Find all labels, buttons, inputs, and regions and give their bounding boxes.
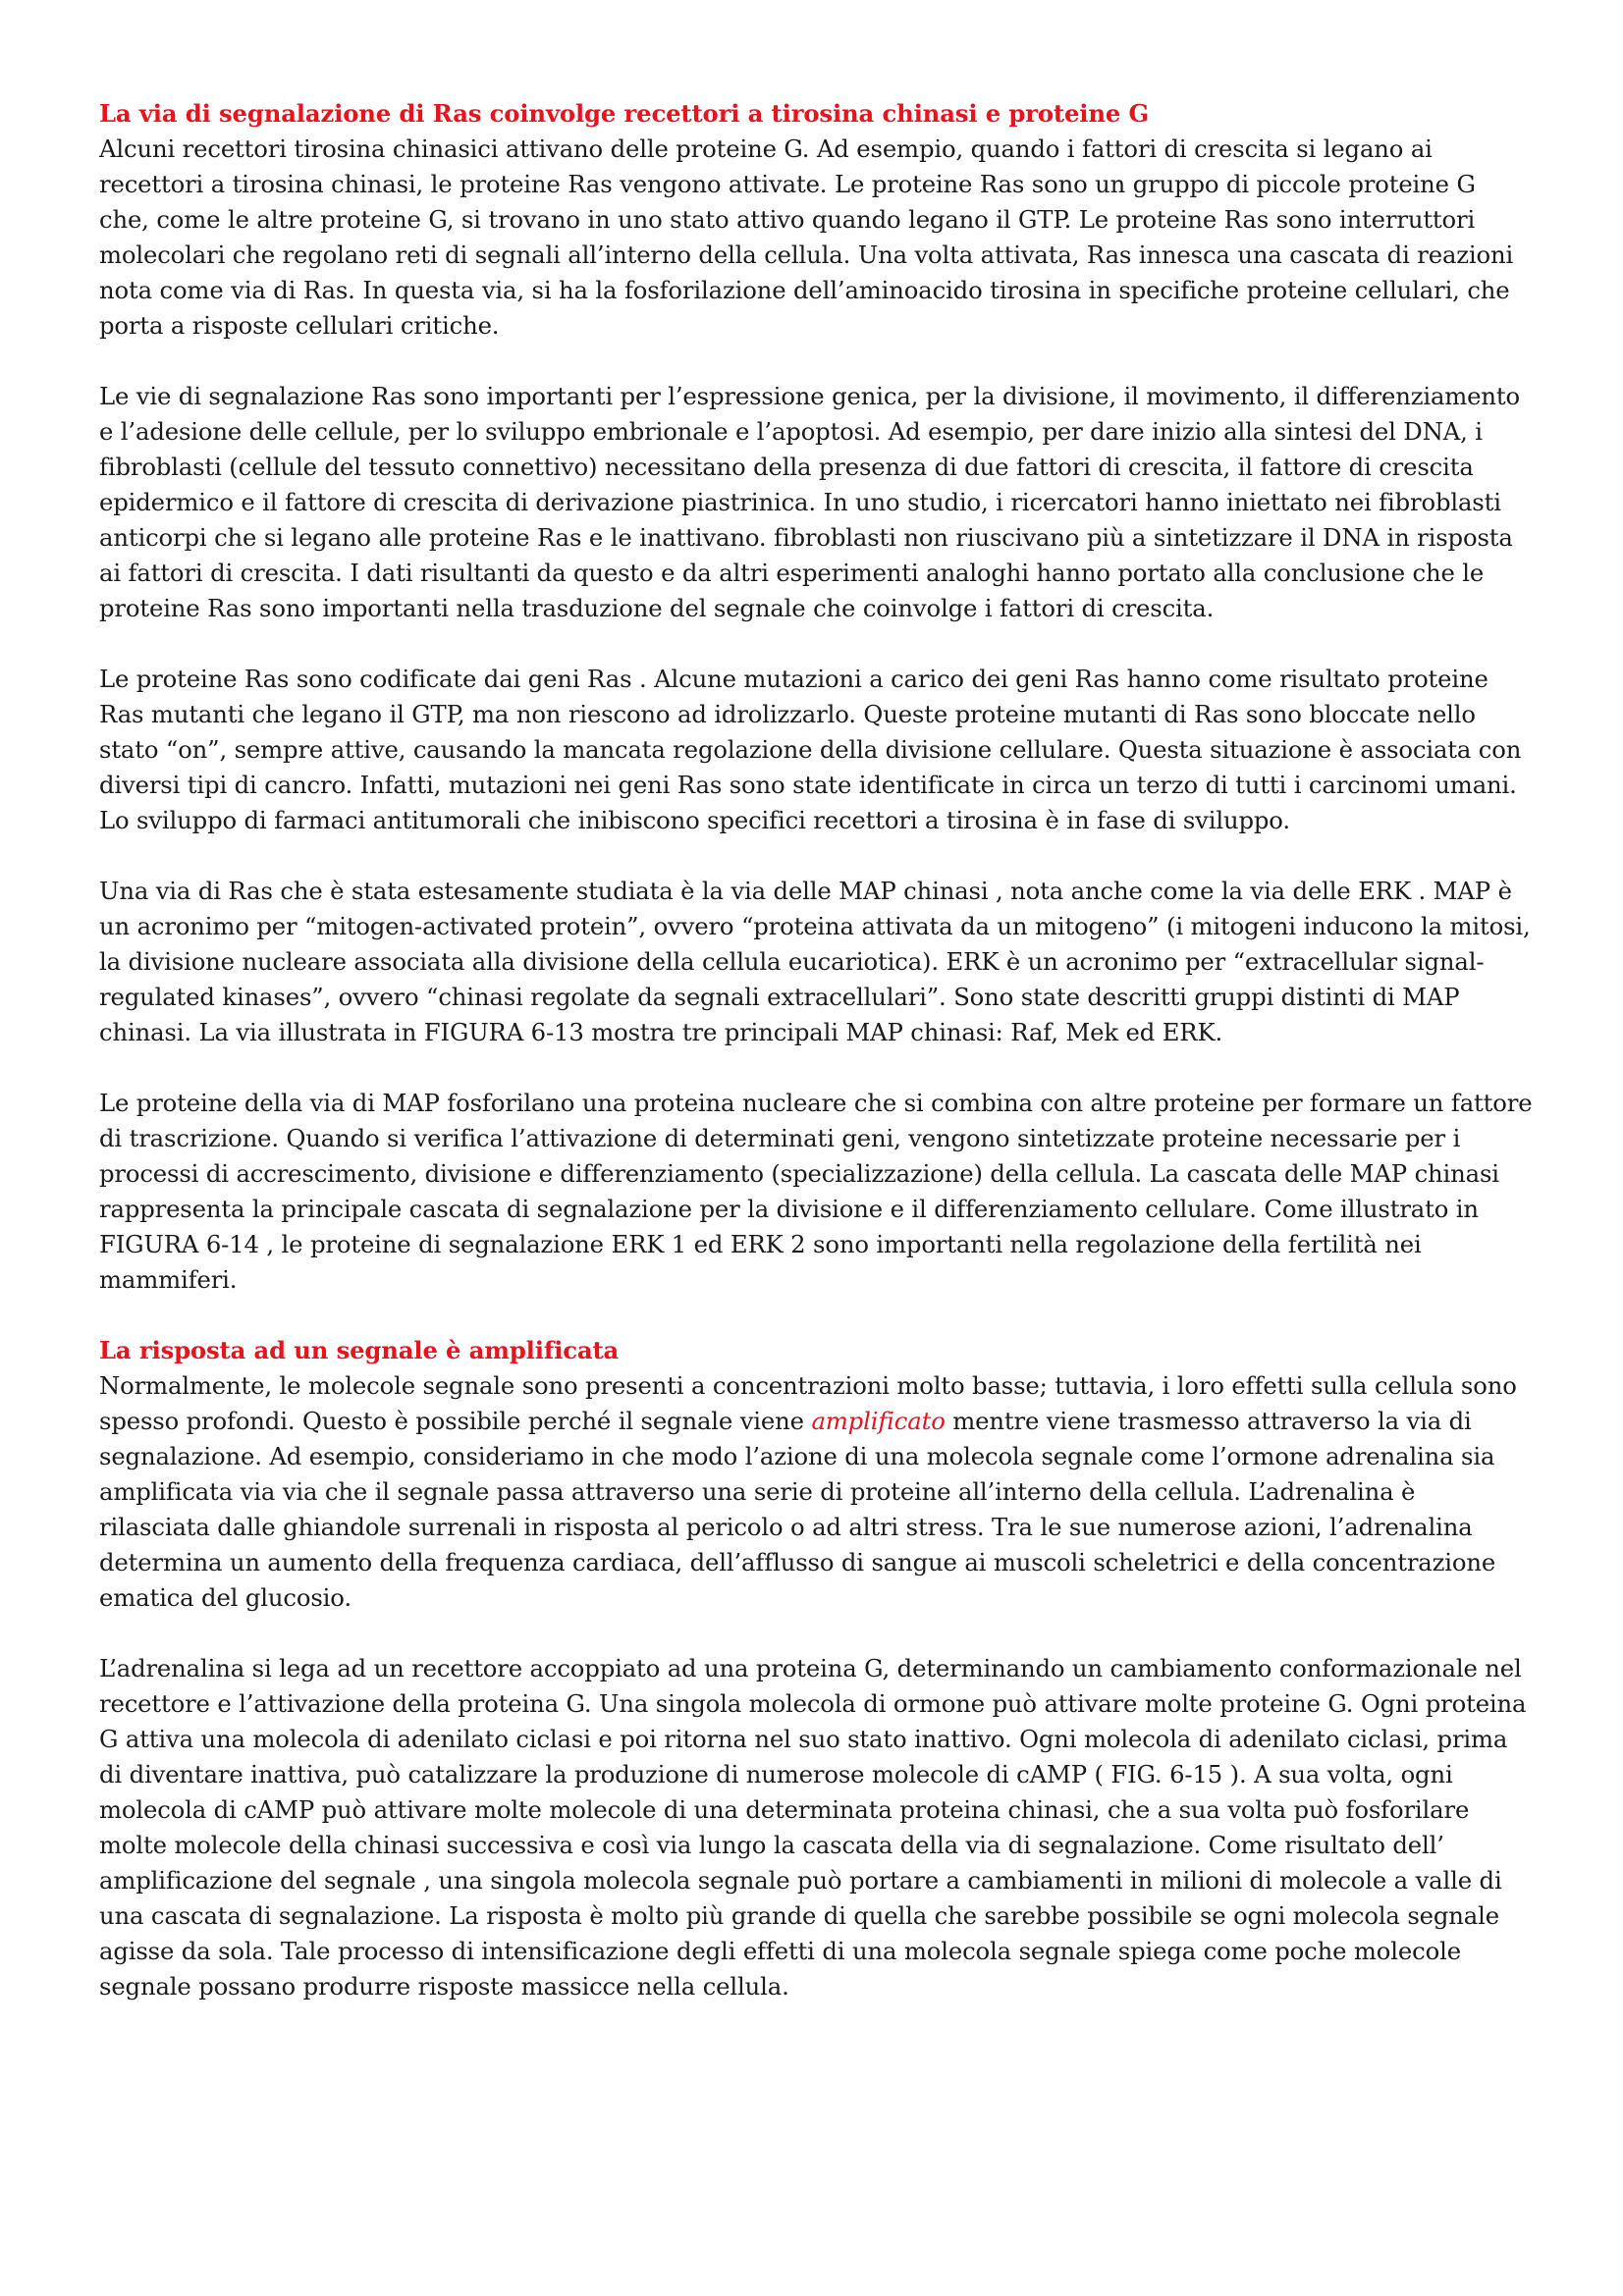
paragraph-map-proteins-transcription: Le proteine della via di MAP fosforilano una proteina nucleare che si combina con altre proteine per formare un fattore di trascrizione. Quando si verifica l’attivazione di determinati geni, vengono sintetizzate proteine necessarie per i processi di accrescimento, divisione e differenziamento (specializzazione) della cellula. La cascata delle MAP chinasi rappresenta la principale cascata di segnalazione per la divisione e il differenziamento cellulare. Come illustrato in FIGURA 6-14 , le proteine di segnalazione ERK 1 ed ERK 2 sono importanti nella regolazione della fertilità nei mammiferi. bbox=[99, 1089, 1533, 1294]
section-heading-ras-pathway: La via di segnalazione di Ras coinvolge recettori a tirosina chinasi e proteine G bbox=[99, 99, 1150, 128]
paragraph-amplification-intro bbox=[99, 1368, 1533, 1616]
paragraph-ras-pathways-importance: Le vie di segnalazione Ras sono importanti per l’espressione genica, per la divisione, il movimento, il differenziamento e l’adesione delle cellule, per lo sviluppo embrionale e l’apoptosi. Ad esempio, per dare inizio alla sintesi del DNA, i fibroblasti (cellule del tessuto connettivo) necessitano della presenza di due fattori di crescita, il fattore di crescita epidermico e il fattore di crescita di derivazione piastrinica. In uno studio, i ricercatori hanno iniettato nei fibroblasti anticorpi che si legano alle proteine Ras e le inattivano. fibroblasti non riuscivano più a sintetizzare il DNA in risposta ai fattori di crescita. I dati risultanti da questo e da altri esperimenti analoghi hanno portato alla conclusione che le proteine Ras sono importanti nella trasduzione del segnale che coinvolge i fattori di crescita. bbox=[99, 382, 1521, 622]
document-page bbox=[99, 96, 1533, 2004]
paragraph-ras-genes-mutations: Le proteine Ras sono codificate dai geni Ras . Alcune mutazioni a carico dei geni Ras hanno come risultato proteine Ras mutanti che legano il GTP, ma non riescono ad idrolizzarlo. Queste proteine mutanti di Ras sono bloccate nello stato “on”, sempre attive, causando la mancata regolazione della divisione cellulare. Questa situazione è associata con diversi tipi di cancro. Infatti, mutazioni nei geni Ras sono state identificate in circa un terzo di tutti i carcinomi umani. Lo sviluppo di farmaci antitumorali che inibiscono specifici recettori a tirosina è in fase di sviluppo. bbox=[99, 665, 1522, 834]
paragraph-amplification-text-before: Normalmente, le molecole segnale sono presenti a concentrazioni molto basse; tuttavia, i loro effetti sulla cellula sono spesso profondi. Questo è possibile perché il segnale viene bbox=[99, 1371, 1517, 1435]
paragraph-adrenaline-cascade: L’adrenalina si lega ad un recettore accoppiato ad una proteina G, determinando un cambiamento conformazionale nel recettore e l’attivazione della proteina G. Una singola molecola di ormone può attivare molte proteine G. Ogni proteina G attiva una molecola di adenilato ciclasi e poi ritorna nel suo stato inattivo. Ogni molecola di adenilato ciclasi, prima di diventare inattiva, può catalizzare la produzione di numerose molecole di cAMP ( FIG. 6-15 ). A sua volta, ogni molecola di cAMP può attivare molte molecole di una determinata proteina chinasi, che a sua volta può fosforilare molte molecole della chinasi successiva e così via lungo la cascata della via di segnalazione. Come risultato dell’ amplificazione del segnale , una singola molecola segnale può portare a cambiamenti in milioni di molecole a valle di una cascata di segnalazione. La risposta è molto più grande di quella che sarebbe possibile se ogni molecola segnale agisse da sola. Tale processo di intensificazione degli effetti di una molecola segnale spiega come poche molecole segnale possano produrre risposte massicce nella cellula. bbox=[99, 1654, 1527, 2001]
paragraph-ras-intro: Alcuni recettori tirosina chinasici attivano delle proteine G. Ad esempio, quando i fattori di crescita si legano ai recettori a tirosina chinasi, le proteine Ras vengono attivate. Le proteine Ras sono un gruppo di piccole proteine G che, come le altre proteine G, si trovano in uno stato attivo quando legano il GTP. Le proteine Ras sono interruttori molecolari che regolano reti di segnali all’interno della cellula. Una volta attivata, Ras innesca una cascata di reazioni nota come via di Ras. In questa via, si ha la fosforilazione dell’aminoacido tirosina in specifiche proteine cellulari, che porta a risposte cellulari critiche. bbox=[99, 134, 1514, 340]
section-heading-signal-amplification: La risposta ad un segnale è amplificata bbox=[99, 1336, 620, 1364]
paragraph-map-kinase-pathway: Una via di Ras che è stata estesamente studiata è la via delle MAP chinasi , nota anche come la via delle ERK . MAP è un acronimo per “mitogen-activated protein”, ovvero “proteina attivata da un mitogeno” (i mitogeni inducono la mitosi, la divisione nucleare associata alla divisione della cellula eucariotica). ERK è un acronimo per “extracellular signal-regulated kinases”, ovvero “chinasi regolate da segnali extracellulari”. Sono state descritti gruppi distinti di MAP chinasi. La via illustrata in FIGURA 6-13 mostra tre principali MAP chinasi: Raf, Mek ed ERK. bbox=[99, 877, 1531, 1046]
emphasis-amplificato: amplificato bbox=[811, 1407, 946, 1435]
paragraph-amplification-text-after: mentre viene trasmesso attraverso la via di segnalazione. Ad esempio, consideriamo in che modo l’azione di una molecola segnale come l’ormone adrenalina sia amplificata via via che il segnale passa attraverso una serie di proteine all’interno della cellula. L’adrenalina è rilasciata dalle ghiandole surrenali in risposta al pericolo o ad altri stress. Tra le sue numerose azioni, l’adrenalina determina un aumento della frequenza cardiaca, dell’afflusso di sangue ai muscoli scheletrici e della concentrazione ematica del glucosio. bbox=[99, 1407, 1496, 1612]
